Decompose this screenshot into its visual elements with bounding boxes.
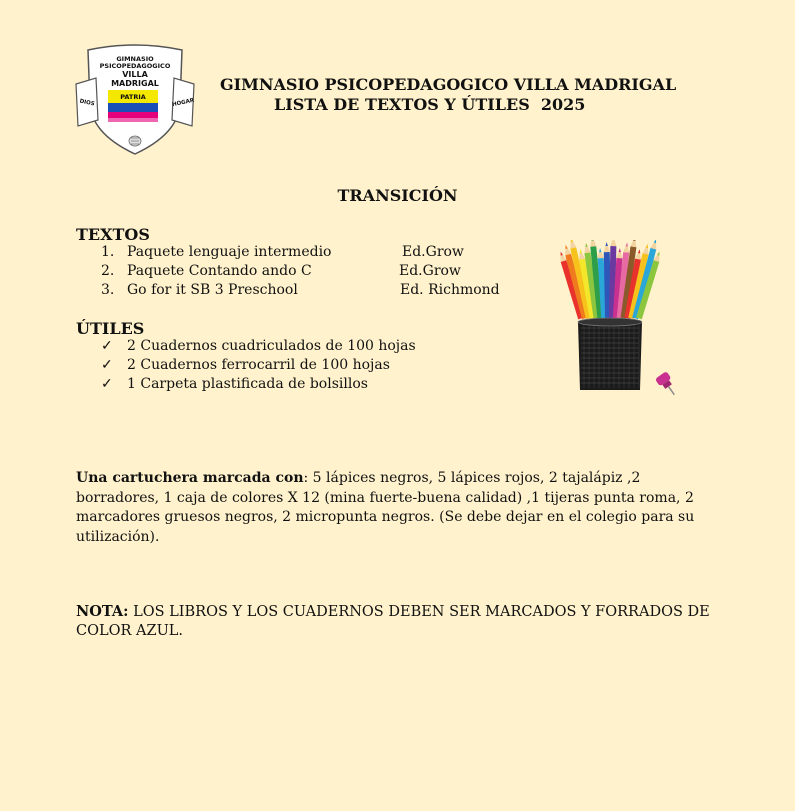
grade-title: TRANSICIÓN: [337, 186, 458, 205]
utiles-heading: ÚTILES: [76, 319, 145, 338]
item-number: 1.: [101, 244, 115, 260]
list-item: [101, 338, 501, 357]
book-publisher: Ed. Richmond: [400, 282, 500, 298]
logo-dios: DIOS: [78, 98, 96, 108]
nota-label: NOTA:: [76, 603, 129, 620]
logo-text-top-2: PSICOPEDAGOGICO: [99, 62, 171, 70]
pencil-cup-illustration: [560, 240, 695, 400]
supply-item: 2 Cuadernos ferrocarril de 100 hojas: [127, 357, 390, 373]
nota-paragraph: [76, 602, 726, 641]
cartuchera-paragraph: [76, 469, 716, 547]
cartuchera-text: : 5 lápices negros, 5 lápices rojos, 2 tajalápiz ,2 borradores, 1 caja de colores X 12 (mina fuerte-buena calidad) ,1 tijeras punta roma, 2 marcadores gruesos negros, 2 micropunta negros. (Se debe dejar en el colegio para su utilización).: [76, 470, 695, 545]
cup-icon: [578, 322, 642, 390]
supply-item: 2 Cuadernos cuadriculados de 100 hojas: [127, 338, 416, 354]
cartuchera-label: Una cartuchera marcada con: [76, 470, 304, 486]
textos-list: [101, 244, 521, 301]
logo-hogar: HOGAR: [171, 97, 195, 109]
school-name: GIMNASIO PSICOPEDAGOGICO VILLA MADRIGAL: [220, 75, 677, 94]
supply-item: 1 Carpeta plastificada de bolsillos: [127, 376, 368, 392]
checkmark-icon: ✓: [101, 376, 113, 392]
list-item: [101, 357, 501, 376]
logo-patria: PATRIA: [120, 93, 146, 101]
pencil-cup-icon: [560, 240, 695, 400]
logo-text-main-1: VILLA: [122, 70, 148, 79]
book-title: Paquete lenguaje intermedio: [127, 244, 332, 260]
utiles-list: [101, 338, 501, 395]
checkmark-icon: ✓: [101, 357, 113, 373]
book-publisher: Ed.Grow: [402, 244, 464, 260]
item-number: 3.: [101, 282, 115, 298]
push-pin-icon: [655, 371, 680, 399]
checkmark-icon: ✓: [101, 338, 113, 354]
list-item: [101, 263, 521, 282]
list-item: [101, 244, 521, 263]
book-title: Go for it SB 3 Preschool: [127, 282, 298, 298]
list-item: [101, 282, 521, 301]
book-publisher: Ed.Grow: [399, 263, 461, 279]
item-number: 2.: [101, 263, 115, 279]
logo-text-top-1: GIMNASIO: [116, 55, 154, 63]
logo-text-main-2: MADRIGAL: [111, 78, 159, 88]
list-item: [101, 376, 501, 395]
list-title: LISTA DE TEXTOS Y ÚTILES 2025: [274, 95, 586, 114]
nota-text: LOS LIBROS Y LOS CUADERNOS DEBEN SER MARCADOS Y FORRADOS DE COLOR AZUL.: [76, 604, 710, 639]
book-title: Paquete Contando ando C: [127, 263, 312, 279]
textos-heading: TEXTOS: [76, 225, 150, 244]
school-logo: [74, 42, 196, 158]
